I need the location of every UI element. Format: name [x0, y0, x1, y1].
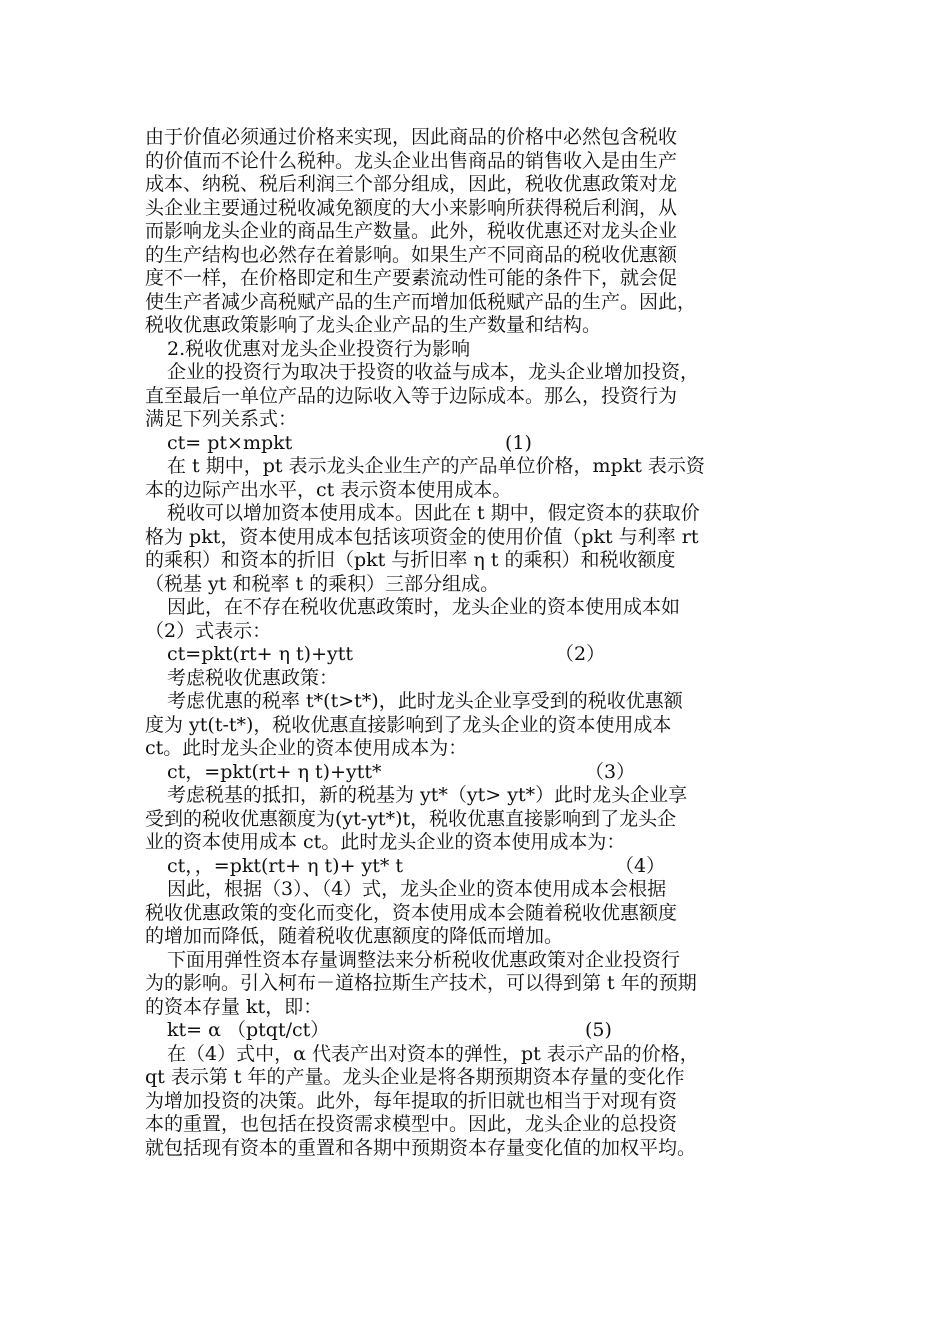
text-line: 的生产结构也必然存在着影响。如果生产不同商品的税收优惠额 — [145, 243, 678, 266]
formula-line — [145, 1019, 785, 1043]
text-line: 就包括现有资本的重置和各期中预期资本存量变化值的加权平均。 — [145, 1136, 697, 1159]
text-line: 在 t 期中，pt 表示龙头企业生产的产品单位价格，mpkt 表示资 — [167, 455, 705, 477]
text-line: 考虑优惠的税率 t*(t>t*)，此时龙头企业享受到的税收优惠额 — [167, 690, 683, 712]
text-line: 的价值而不论什么税种。龙头企业出售商品的销售收入是由生产 — [145, 149, 678, 172]
text-line: qt 表示第 t 年的产量。龙头企业是将各期预期资本存量的变化作 — [145, 1066, 685, 1088]
formula-line — [145, 855, 785, 879]
text-line: 考虑税收优惠政策： — [167, 666, 339, 689]
text-line: 在（4）式中，α 代表产出对资本的弹性，pt 表示产品的价格， — [167, 1042, 699, 1065]
text-line: 2.税收优惠对龙头企业投资行为影响 — [167, 337, 471, 360]
text-line: ct。此时龙头企业的资本使用成本为： — [145, 737, 468, 759]
formula-text: ct= pt×mpkt — [167, 431, 293, 454]
text-line: 税收优惠政策影响了龙头企业产品的生产数量和结构。 — [145, 314, 602, 336]
text-line: 企业的投资行为取决于投资的收益与成本，龙头企业增加投资， — [167, 361, 700, 383]
text-line: 成本、纳税、税后利润三个部分组成，因此，税收优惠政策对龙 — [145, 173, 678, 195]
text-line: 的增加而降低，随着税收优惠额度的降低而增加。 — [145, 925, 564, 947]
text-line: 考虑税基的抵扣，新的税基为 yt*（yt> yt*）此时龙头企业享 — [167, 784, 688, 806]
document-page — [145, 126, 785, 1160]
text-line: 由于价值必须通过价格来实现，因此商品的价格中必然包含税收 — [145, 126, 678, 148]
formula-text: ct=pkt(rt+ η t)+ytt — [167, 643, 353, 665]
text-line: 直至最后一单位产品的边际收入等于边际成本。那么，投资行为 — [145, 384, 678, 407]
text-line: 为增加投资的决策。此外，每年提取的折旧就也相当于对现有资 — [145, 1089, 678, 1112]
text-line: 税收优惠政策的变化而变化，资本使用成本会随着税收优惠额度 — [145, 901, 678, 924]
formula-text: kt= α （ptqt/ct） — [167, 1019, 330, 1041]
text-line: 头企业主要通过税收减免额度的大小来影响所获得税后利润，从 — [145, 196, 678, 219]
text-line: 为的影响。引入柯布－道格拉斯生产技术，可以得到第 t 年的预期 — [145, 972, 697, 994]
text-line: （2）式表示： — [145, 619, 272, 642]
text-line: 使生产者减少高税赋产品的生产而增加低税赋产品的生产。因此， — [145, 290, 697, 313]
text-line: 因此，在不存在税收优惠政策时，龙头企业的资本使用成本如 — [167, 596, 681, 618]
text-line: （税基 yt 和税率 t 的乘积）三部分组成。 — [145, 572, 500, 595]
text-line: 满足下列关系式： — [145, 408, 298, 430]
formula-number: (1) — [505, 431, 532, 454]
text-line: 业的资本使用成本 ct。此时龙头企业的资本使用成本为： — [145, 831, 626, 853]
text-line: 受到的税收优惠额度为(yt-yt*)t，税收优惠直接影响到了龙头企 — [145, 807, 677, 830]
formula-text: ct，=pkt(rt+ η t)+ytt* — [167, 760, 382, 783]
text-line: 而影响龙头企业的商品生产数量。此外，税收优惠还对龙头企业 — [145, 220, 678, 242]
text-line: 本的重置，也包括在投资需求模型中。因此，龙头企业的总投资 — [145, 1113, 678, 1135]
formula-number: （4） — [615, 854, 666, 877]
text-line: 度不一样，在价格即定和生产要素流动性可能的条件下，就会促 — [145, 267, 678, 289]
text-line: 的资本存量 kt，即： — [145, 995, 323, 1018]
formula-number: (5) — [585, 1019, 612, 1041]
text-line: 度为 yt(t-t*)，税收优惠直接影响到了龙头企业的资本使用成本 — [145, 713, 672, 736]
text-line: 的乘积）和资本的折旧（pkt 与折旧率 η t 的乘积）和税收额度 — [145, 549, 676, 571]
text-line: 本的边际产出水平，ct 表示资本使用成本。 — [145, 478, 512, 501]
text-line: 下面用弹性资本存量调整法来分析税收优惠政策对企业投资行 — [167, 948, 681, 971]
formula-number: （2） — [555, 643, 606, 665]
formula-number: （3） — [585, 760, 636, 783]
formula-text: ct，，=pkt(rt+ η t)+ yt* t — [167, 854, 404, 877]
text-line: 格为 pkt，资本使用成本包括该项资金的使用价值（pkt 与利率 rt — [145, 525, 699, 548]
formula-line — [145, 761, 785, 785]
formula-line — [145, 643, 785, 667]
text-line: 税收可以增加资本使用成本。因此在 t 期中，假定资本的获取价 — [167, 502, 700, 524]
text-line: 因此，根据（3）、（4）式，龙头企业的资本使用成本会根据 — [167, 878, 667, 900]
formula-line — [145, 432, 785, 456]
